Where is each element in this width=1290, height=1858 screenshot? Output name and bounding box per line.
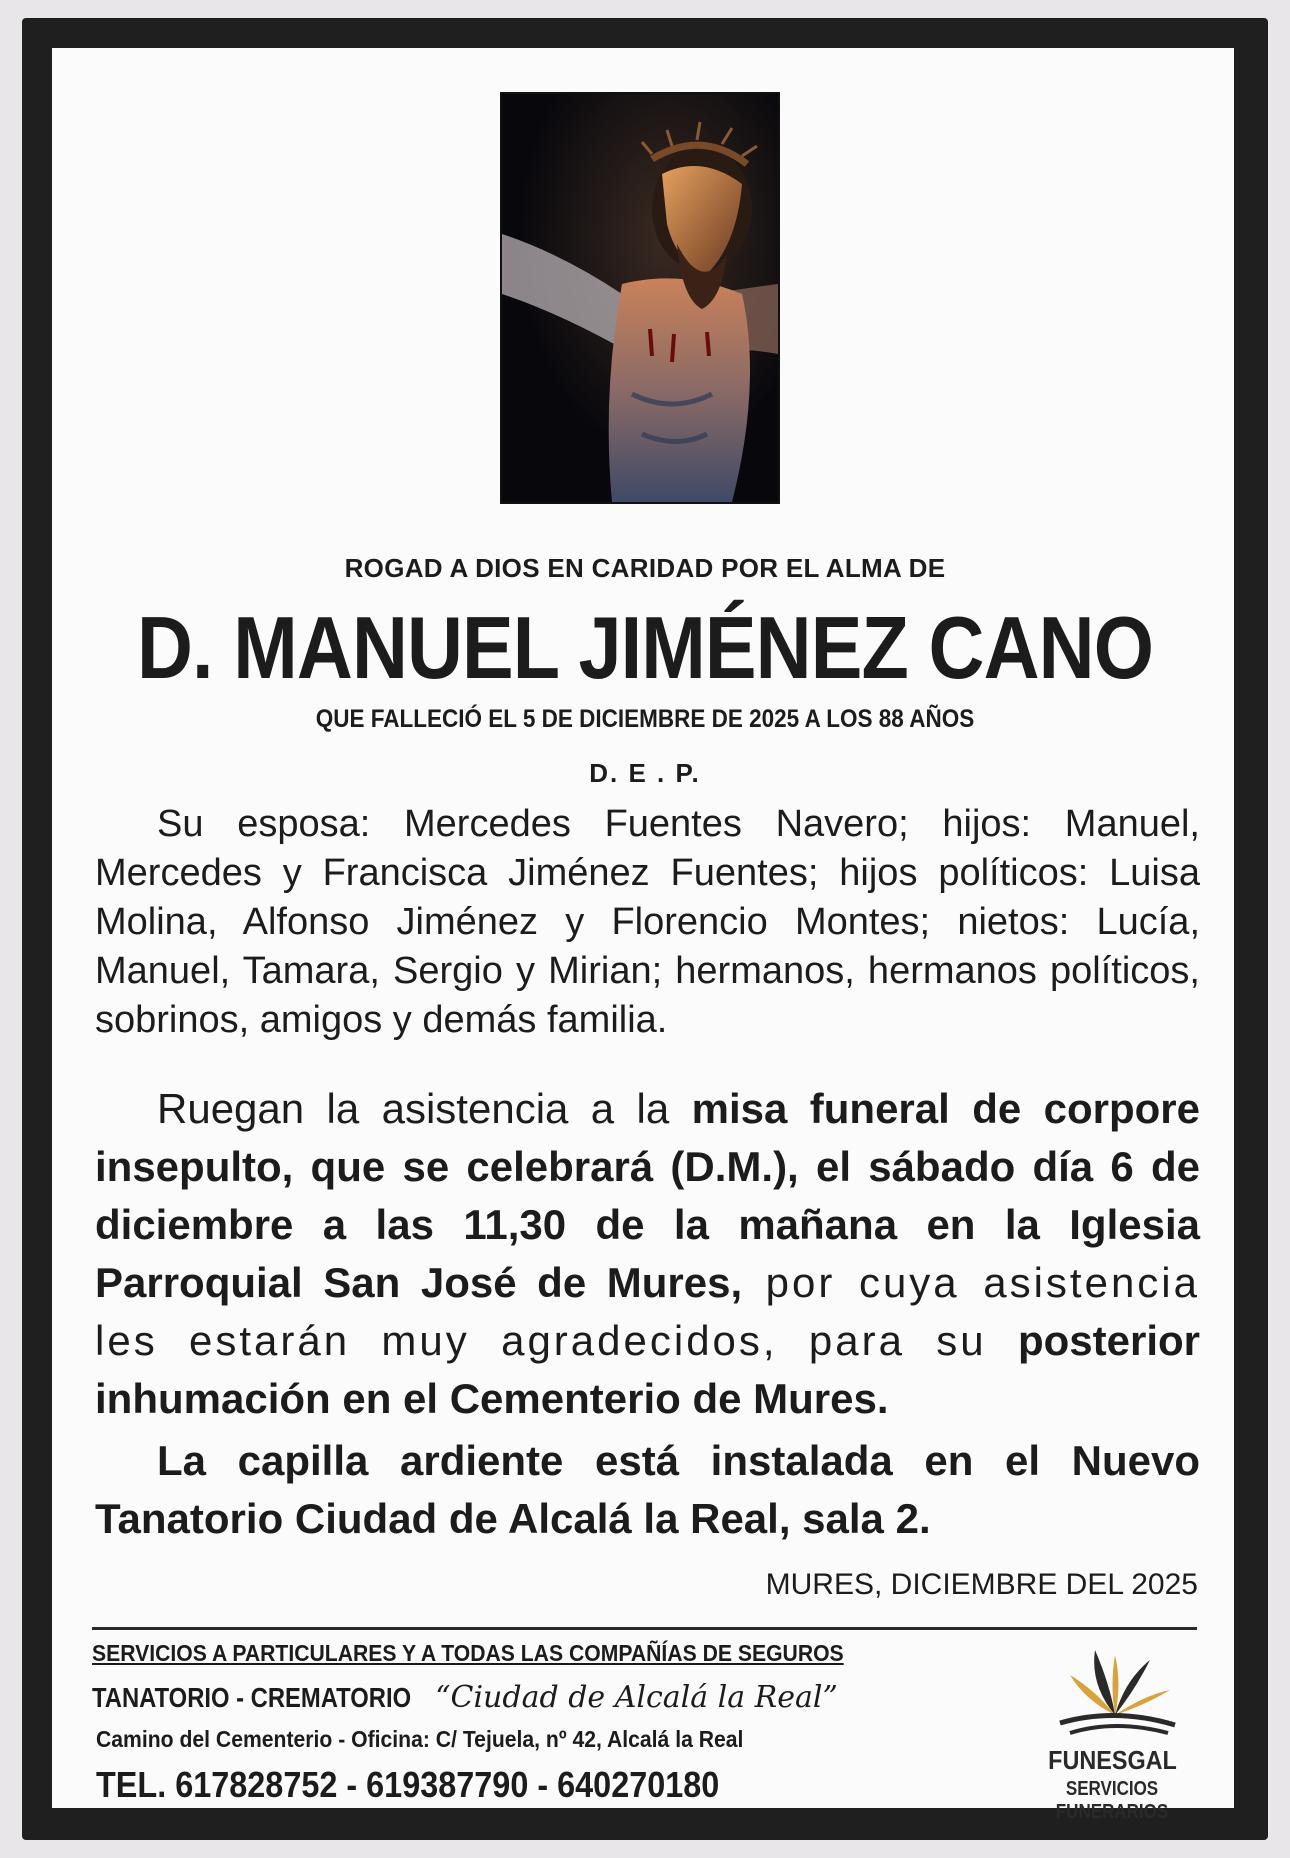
footer-divider bbox=[92, 1627, 1197, 1630]
chapel-paragraph: La capilla ardiente está instalada en el Nuevo Tanatorio Ciudad de Alcalá la Real, sala 2. bbox=[95, 1437, 1200, 1542]
prayer-lead: ROGAD A DIOS EN CARIDAD POR EL ALMA DE bbox=[344, 553, 946, 583]
address-line: Camino del Cementerio - Oficina: C/ Tejuela, nº 42, Alcalá la Real bbox=[96, 1726, 744, 1752]
funeral-mass-details: misa funeral de corpore insepulto, que se celebrará (D.M.), el sábado día 6 de diciembre a las 11,30 de la mañana en la Iglesia Parroquial San José de Mures, bbox=[95, 1085, 1200, 1306]
company-tagline: SERVICIOS FUNERARIOS bbox=[1055, 1778, 1169, 1823]
company-name: FUNESGAL bbox=[1048, 1745, 1177, 1775]
funeral-text-2: por cuya asistencia les estarán muy agradecidos, para su bbox=[95, 1259, 1200, 1364]
place-date: MURES, DICIEMBRE DEL 2025 bbox=[765, 1568, 1198, 1601]
funesgal-logo-icon bbox=[1050, 1645, 1180, 1737]
funeral-paragraph bbox=[95, 1080, 1200, 1428]
family-paragraph: Su esposa: Mercedes Fuentes Navero; hijos: Manuel, Mercedes y Francisca Jiménez Fuentes; hijos políticos: Luisa Molina, Alfonso Jiménez y Florencio Montes; nietos: Lucía, Manuel, Tamara, Sergio y Mirian; hermanos, hermanos políticos, sobrinos, amigos y demás familia. bbox=[95, 803, 1200, 1041]
crucified-christ-image bbox=[500, 92, 780, 504]
deceased-name: D. MANUEL JIMÉNEZ CANO bbox=[136, 598, 1154, 697]
tanatorio-line bbox=[92, 1680, 838, 1715]
rip-abbreviation: D. E . P. bbox=[589, 758, 701, 788]
burial-details: posterior inhumación en el Cementerio de Mures. bbox=[95, 1317, 1200, 1422]
funeral-text-1: Ruegan la asistencia a la bbox=[157, 1085, 692, 1132]
phone-numbers: TEL. 617828752 - 619387790 - 640270180 bbox=[96, 1764, 720, 1805]
services-line: SERVICIOS A PARTICULARES Y A TODAS LAS COMPAÑÍAS DE SEGUROS bbox=[92, 1640, 844, 1666]
tanatorio-label: TANATORIO - CREMATORIO bbox=[92, 1682, 412, 1713]
death-date-line: QUE FALLECIÓ EL 5 DE DICIEMBRE DE 2025 A LOS 88 AÑOS bbox=[315, 705, 975, 733]
tanatorio-name: “Ciudad de Alcalá la Real” bbox=[435, 1680, 838, 1715]
